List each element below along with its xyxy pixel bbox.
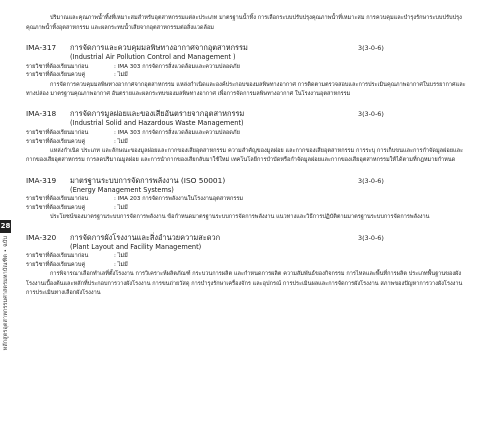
course-description: การจัดการควบคุมมลพิษทางอากาศจากอุตสาหกรรม แหล่งกำเนิดและองค์ประกอบของมลพิษทางอากาศ การติดตามตรวจสอบและการประเมินคุณภาพอากาศในบรรยากาศและทางปล่อง มาตรฐานคุณภาพอากาศ อันตรายและผลกระทบของมลพิษทางอากาศ เพื่อการจัดการมลพิษทางอากาศ ในโรงงานอุตสาหกรรม bbox=[26, 81, 466, 98]
course-title-thai: การจัดการและควบคุมมลพิษทางอากาศจากอุตสาหกรรม bbox=[70, 43, 248, 53]
corequisite-value: : ไม่มี bbox=[114, 204, 128, 211]
side-tab-label: หลักสูตรอุตสาหกรรมศาสตรมหาบัณฑิต • ฉบับ bbox=[2, 236, 9, 351]
course-code: IMA-318 bbox=[26, 109, 57, 119]
corequisite-label: รายวิชาที่ต้องเรียนควบคู่ bbox=[26, 204, 86, 211]
prerequisite-label: รายวิชาที่ต้องเรียนมาก่อน bbox=[26, 129, 89, 136]
course-block bbox=[26, 233, 466, 298]
corequisite-label: รายวิชาที่ต้องเรียนควบคู่ bbox=[26, 138, 86, 145]
corequisite-value: : ไม่มี bbox=[114, 72, 128, 79]
prerequisite-row bbox=[26, 63, 466, 72]
course-title-thai: มาตรฐานระบบการจัดการพลังงาน (ISO 50001) bbox=[70, 175, 226, 185]
corequisite-label: รายวิชาที่ต้องเรียนควบคู่ bbox=[26, 261, 86, 268]
course-heading bbox=[26, 233, 466, 243]
prerequisite-row bbox=[26, 129, 466, 138]
prerequisite-value: : ไม่มี bbox=[114, 253, 128, 260]
corequisite-row bbox=[26, 204, 466, 213]
course-description: ประโยชน์ของมาตรฐานระบบการจัดการพลังงาน ข้อกำหนดมาตรฐานระบบการจัดการพลังงาน แนวทางและวิธีการปฏิบัติตามมาตรฐานระบบการจัดการพลังงาน bbox=[50, 214, 430, 221]
document-body bbox=[26, 14, 466, 298]
course-block bbox=[26, 43, 466, 99]
course-block bbox=[26, 109, 466, 165]
course-code: IMA-319 bbox=[26, 175, 57, 185]
course-code: IMA-317 bbox=[26, 43, 57, 53]
side-tab bbox=[0, 220, 11, 351]
corequisite-value: : ไม่มี bbox=[114, 261, 128, 268]
course-credit: 3(3-0-6) bbox=[358, 176, 384, 185]
prerequisite-value: : IMA 203 การจัดการพลังงานในโรงงานอุตสาหกรรม bbox=[114, 196, 244, 203]
course-heading bbox=[26, 43, 466, 53]
corequisite-row bbox=[26, 138, 466, 147]
course-title-thai: การจัดการมูลฝอยและของเสียอันตรายจากอุตสาหกรรม bbox=[70, 109, 245, 119]
prerequisite-row bbox=[26, 252, 466, 261]
intro-paragraph: ปริมาณและคุณภาพน้ำทิ้งที่เหมาะสมสำหรับอุตสาหกรรมแต่ละประเภท มาตรฐานน้ำทิ้ง การเลือกระบบปรับปรุงคุณภาพน้ำที่เหมาะสม การควบคุมและบำรุงรักษาระบบปรับปรุงคุณภาพน้ำทิ้งอุตสาหกรรม และผลกระทบน้ำเสียจากอุตสาหกรรมต่อสิ่งแวดล้อม bbox=[26, 15, 462, 31]
prerequisite-row bbox=[26, 195, 466, 204]
course-credit: 3(3-0-6) bbox=[358, 233, 384, 242]
corequisite-label: รายวิชาที่ต้องเรียนควบคู่ bbox=[26, 72, 86, 79]
course-title-english: (Industrial Air Pollution Control and Management ) bbox=[70, 53, 236, 62]
course-heading bbox=[26, 109, 466, 119]
prerequisite-label: รายวิชาที่ต้องเรียนมาก่อน bbox=[26, 253, 89, 260]
course-description: แหล่งกำเนิด ประเภท และลักษณะของมูลฝอยและกากของเสียอุตสาหกรรม ความสำคัญของมูลฝอย และกากของเสียอุตสาหกรรม การระบุ การเก็บขนและการกำจัดมูลฝอยและกากของเสียอุตสาหกรรม การลดปริมาณมูลฝอย และการนำกากของเสียกลับมาใช้ใหม่ เทคโนโลยีการบำบัดหรือกำจัดมูลฝอยและกากของเสียอุตสาหกรรมให้ได้ตามที่กฎหมายกำหนด bbox=[26, 148, 464, 164]
course-credit: 3(3-0-6) bbox=[358, 44, 384, 53]
prerequisite-value: : IMA 303 การจัดการสิ่งแวดล้อมและความปลอดภัย bbox=[114, 63, 240, 70]
corequisite-row bbox=[26, 261, 466, 270]
prerequisite-label: รายวิชาที่ต้องเรียนมาก่อน bbox=[26, 196, 89, 203]
prerequisite-label: รายวิชาที่ต้องเรียนมาก่อน bbox=[26, 63, 89, 70]
course-heading bbox=[26, 176, 466, 186]
course-description: การพิจารณาเลือกทำเลที่ตั้งโรงงาน การวิเคราะห์ผลิตภัณฑ์ กระบวนการผลิต และกำหนดการผลิต ความสัมพันธ์ของกิจกรรม การไหลและพื้นที่การผลิต ประเภทพื้นฐานของผังโรงงานเบื้องต้นและหลักที่ประกอบการวางผังโรงงาน การขนถ่ายวัสดุ การบำรุงรักษาเครื่องจักร และอุปกรณ์ การประเมินผลและการจัดการผังโรงงาน สภาพของปัญหาการวางผังโรงงาน การประเมินทางเลือกผังโรงงาน bbox=[26, 271, 463, 296]
corequisite-row bbox=[26, 71, 466, 80]
course-code: IMA-320 bbox=[26, 232, 57, 242]
course-title-english: (Industrial Solid and Hazardous Waste Management) bbox=[70, 119, 244, 128]
course-title-thai: การจัดการผังโรงงานและสิ่งอำนวยความสะดวก bbox=[70, 232, 221, 242]
prerequisite-value: : IMA 303 การจัดการสิ่งแวดล้อมและความปลอดภัย bbox=[114, 129, 240, 136]
corequisite-value: : ไม่มี bbox=[114, 138, 128, 145]
course-title-english: (Energy Management Systems) bbox=[70, 185, 174, 194]
course-title-english: (Plant Layout and Facility Management) bbox=[70, 242, 202, 251]
course-credit: 3(3-0-6) bbox=[358, 110, 384, 119]
page-number: 28 bbox=[0, 220, 11, 233]
course-block bbox=[26, 176, 466, 223]
